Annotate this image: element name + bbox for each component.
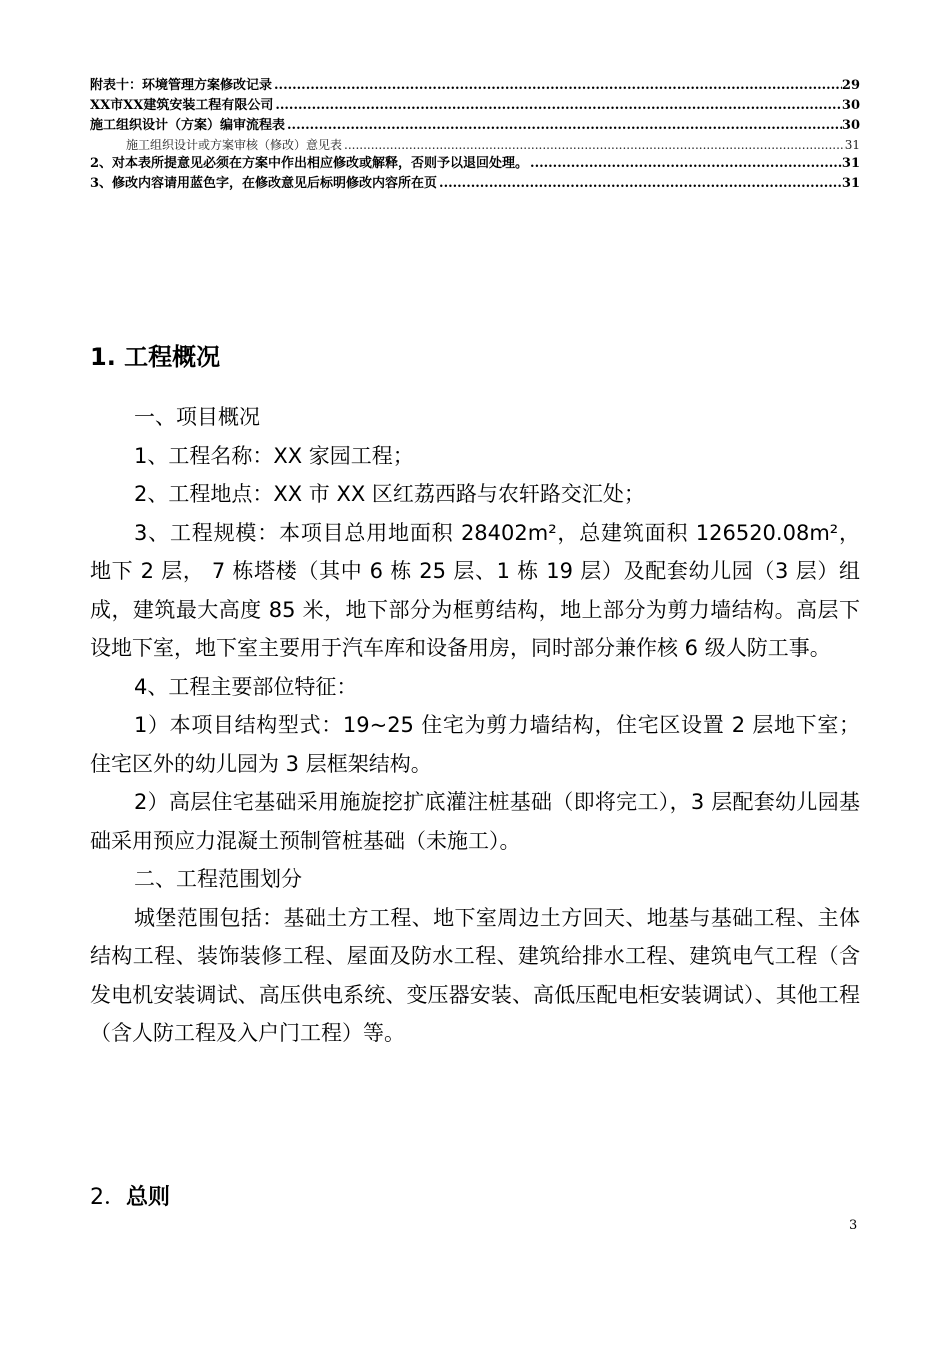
toc-entry-title: XX市XX建筑安装工程有限公司 (90, 98, 274, 113)
toc-subentry[interactable] (90, 136, 860, 154)
toc-leader-dots (273, 96, 842, 116)
toc-entry-title: 3、修改内容请用蓝色字，在修改意见后标明修改内容所在页 (90, 176, 438, 191)
paragraph: 4、工程主要部位特征： (134, 674, 358, 699)
section-number: 2． (90, 1185, 126, 1210)
toc-entry-title: 附表十：环境管理方案修改记录 (90, 78, 273, 93)
toc-entry-page: 30 (841, 98, 860, 113)
toc-leader-dots (437, 174, 842, 194)
toc-entry[interactable] (90, 96, 860, 116)
subheading: 一、项目概况 (134, 405, 260, 429)
toc-entry-page: 31 (841, 156, 860, 171)
toc-entry-page: 31 (841, 176, 860, 191)
toc-entry-page: 30 (841, 118, 860, 133)
table-of-contents (90, 76, 860, 194)
toc-entry-page: 31 (844, 138, 860, 152)
subheading: 二、工程范围划分 (134, 867, 302, 891)
paragraph: 2、工程地点：XX 市 XX 区红荔西路与农轩路交汇处； (134, 482, 645, 506)
toc-leader-dots (272, 76, 842, 96)
toc-entry[interactable] (90, 116, 860, 136)
paragraph: 3、工程规模：本项目总用地面积 28402m²，总建筑面积 126520.08m²，地下 2 层， 7 栋塔楼（其中 6 栋 25 层、1 栋 19 层）及配套幼儿园（3 层）组成，建筑最大高度 85 米，地下部分为框剪结构，地上部分为剪力墙结构。高层下设地下室，地下室主要用于汽车库和设备用房，同时部分兼作核 6 级人防工事。 (90, 520, 860, 660)
section-body (90, 398, 860, 1053)
toc-entry[interactable] (90, 174, 860, 194)
page-number: 3 (849, 1218, 858, 1233)
paragraph: 2）高层住宅基础采用施旋挖扩底灌注桩基础（即将完工），3 层配套幼儿园基础采用预应力混凝土预制管桩基础（未施工）。 (90, 790, 860, 853)
toc-leader-dots (285, 116, 842, 136)
toc-leader-dots (528, 154, 842, 174)
toc-entry-title: 施工组织设计或方案审核（修改）意见表 (126, 138, 343, 152)
toc-leader-dots (342, 136, 845, 154)
toc-entry[interactable] (90, 154, 860, 174)
paragraph: 1、工程名称：XX 家园工程； (134, 443, 414, 468)
paragraph: 1）本项目结构型式：19~25 住宅为剪力墙结构，住宅区设置 2 层地下室；住宅区外的幼儿园为 3 层框架结构。 (90, 713, 860, 776)
section-heading-2 (90, 1180, 170, 1211)
paragraph: 城堡范围包括：基础土方工程、地下室周边土方回天、地基与基础工程、主体结构工程、装饰装修工程、屋面及防水工程、建筑给排水工程、建筑电气工程（含发电机安装调试、高压供电系统、变压器安装、高低压配电柜安装调试）、其他工程（含人防工程及入户门工程）等。 (90, 905, 860, 1045)
toc-entry-page: 29 (841, 78, 860, 93)
section-heading: 1. 工程概况 (90, 343, 221, 371)
section-title: 总则 (126, 1185, 171, 1210)
toc-entry-title: 施工组织设计（方案）编审流程表 (90, 118, 286, 133)
toc-entry-title: 2、对本表所提意见必须在方案中作出相应修改或解释，否则予以退回处理。 (90, 156, 529, 171)
toc-entry[interactable] (90, 76, 860, 96)
